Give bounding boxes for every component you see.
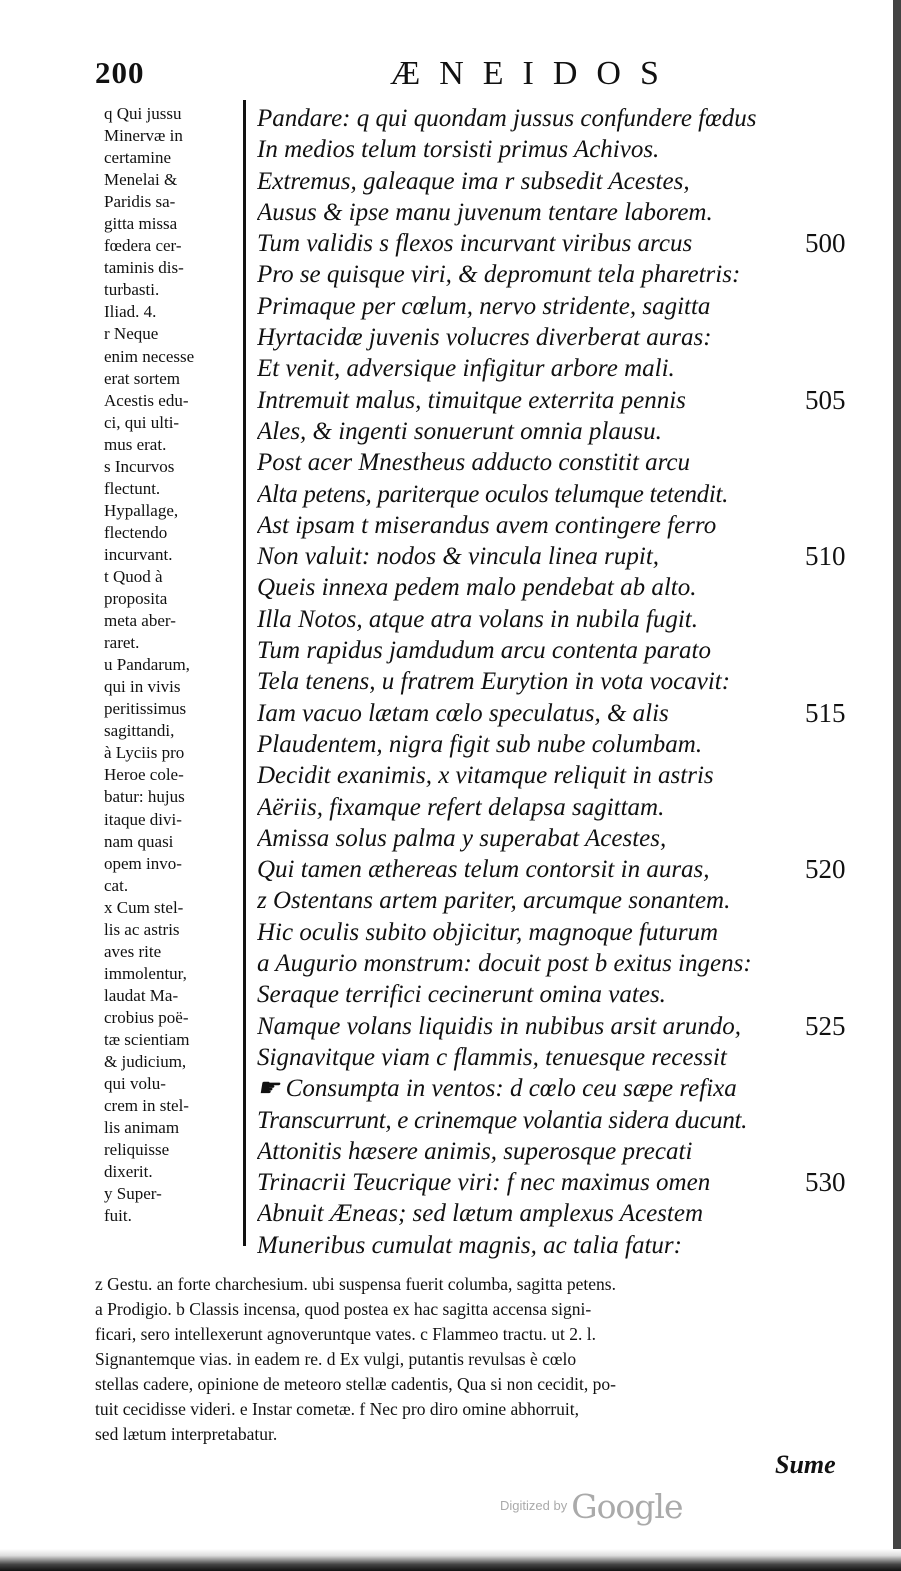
footnote-line: z Gestu. an forte charchesium. ubi suspensa fuerit columba, sagitta petens. — [95, 1274, 616, 1294]
verse-number-slot — [805, 729, 875, 760]
running-title: ÆNEIDOS — [390, 55, 678, 92]
verse-line: Tum validis s flexos incurvant viribus arcus — [257, 230, 693, 258]
margin-note-line: dixerit. — [104, 1162, 153, 1182]
verse-line: Namque volans liquidis in nubibus arsit arundo, — [257, 1012, 742, 1040]
footnote-line: stellas cadere, opinione de meteoro stellæ cadentis, Qua si non cecidit, po- — [95, 1374, 616, 1394]
verse-number-slot — [805, 479, 875, 510]
footnote-line: ficari, sero intellexerunt agnoveruntque vates. c Flammeo tractu. ut 2. l. — [95, 1324, 597, 1344]
verse-line: Ausus & ipse manu juvenum tentare laborem. — [257, 198, 713, 226]
verse-number-slot — [805, 604, 875, 635]
verse-line: Abnuit Æneas; sed lætum amplexus Acestem — [257, 1200, 703, 1228]
margin-note-line: reliquisse — [104, 1140, 170, 1160]
verse-number-slot — [805, 917, 875, 948]
verse-number: 515 — [805, 697, 846, 728]
verse-line: a Augurio monstrum: docuit post b exitus ingens: — [257, 950, 752, 978]
margin-note-line: turbasti. — [104, 280, 160, 300]
verse-line: Hyrtacidæ juvenis volucres diverberat auras: — [257, 324, 712, 352]
margin-note-line: fœdera cer- — [104, 236, 182, 256]
margin-note-line: mus erat. — [104, 434, 167, 454]
verse-number-slot — [805, 416, 875, 447]
verse-number-slot — [805, 1105, 875, 1136]
verse-number-slot — [805, 760, 875, 791]
margin-note-line: q Qui jussu — [104, 104, 182, 123]
verse-number: 500 — [805, 228, 846, 259]
verse-number-slot — [805, 322, 875, 353]
margin-note-line: u Pandarum, — [104, 655, 190, 675]
verse-line: Ales, & ingenti sonuerunt omnia plausu. — [257, 417, 662, 445]
margin-note-line: qui volu- — [104, 1074, 166, 1094]
margin-note-line: Menelai & — [104, 170, 178, 190]
margin-note-line: sagittandi, — [104, 721, 175, 741]
margin-note-line: proposita — [104, 589, 168, 609]
verse-line: ☛ Consumpta in ventos: d cœlo ceu sæpe refixa — [257, 1075, 737, 1103]
verse-number-slot — [805, 948, 875, 979]
verse-line: Ast ipsam t miserandus avem contingere ferro — [257, 511, 717, 539]
verse-number-slot — [805, 1073, 875, 1104]
verse-number-slot — [805, 792, 875, 823]
verse-line: Pandare: q qui quondam jussus confundere fœdus — [257, 105, 757, 132]
margin-note-line: tæ scientiam — [104, 1029, 190, 1049]
verse-number-slot — [805, 885, 875, 916]
verse-line: Primaque per cœlum, nervo stridente, sagitta — [257, 292, 711, 320]
verse-number-slot — [805, 823, 875, 854]
page-number: 200 — [95, 55, 145, 90]
verse-line: Extremus, galeaque ima r subsedit Acestes, — [257, 167, 690, 195]
digitized-watermark — [500, 1487, 683, 1526]
verse-line: Non valuit: nodos & vincula linea rupit, — [257, 543, 660, 571]
verse-numbers — [805, 103, 875, 1198]
margin-note-line: Paridis sa- — [104, 192, 176, 212]
verse-number: 510 — [805, 541, 846, 572]
verse-line: z Ostentans artem pariter, arcumque sonantem. — [257, 887, 731, 915]
margin-note-line: fuit. — [104, 1206, 132, 1226]
verse-line: Iam vacuo lætam cœlo speculatus, & alis — [257, 699, 669, 727]
footnote-line: a Prodigio. b Classis incensa, quod postea ex hac sagitta accensa signi- — [95, 1299, 592, 1319]
column-rule — [243, 100, 246, 1246]
verse-line: Muneribus cumulat magnis, ac talia fatur: — [257, 1231, 682, 1259]
margin-note-line: incurvant. — [104, 544, 173, 564]
margin-note-line: Minervæ in — [104, 126, 183, 146]
verse-line: Transcurrunt, e crinemque volantia sidera ducunt. — [257, 1106, 748, 1134]
verse-number-slot — [805, 134, 875, 165]
margin-note-line: peritissimus — [104, 699, 187, 719]
verse-number-slot — [805, 1042, 875, 1073]
verse-number: 525 — [805, 1010, 846, 1041]
verse-number-slot — [805, 103, 875, 134]
verse-line: Intremuit malus, timuitque exterrita pennis — [257, 386, 686, 414]
footnote-line: Signantemque vias. in eadem re. d Ex vulgi, putantis revulsas è cœlo — [95, 1349, 577, 1369]
verse-number-slot — [805, 197, 875, 228]
margin-notes — [104, 103, 240, 1227]
page-edge-shadow — [893, 0, 901, 1571]
verse-number-slot — [805, 447, 875, 478]
margin-note-line: enim necesse — [104, 346, 195, 366]
verse-line: Pro se quisque viri, & depromunt tela pharetris: — [257, 261, 741, 289]
verse-number-slot — [805, 510, 875, 541]
verse-line: Illa Notos, atque atra volans in nubila fugit. — [257, 605, 698, 633]
verse-line: Signavitque viam c flammis, tenuesque recessit — [257, 1043, 727, 1071]
verse-line: Amissa solus palma y superabat Acestes, — [257, 824, 667, 852]
margin-note-line: raret. — [104, 633, 140, 653]
verse-number-slot — [805, 259, 875, 290]
verse-line: Tela tenens, u fratrem Eurytion in vota vocavit: — [257, 668, 731, 696]
margin-note-line: batur: hujus — [104, 787, 185, 807]
margin-note-line: flectendo — [104, 522, 168, 542]
verse-number-slot — [805, 1136, 875, 1167]
page-header — [95, 55, 871, 95]
verse-line: Queis innexa pedem malo pendebat ab alto. — [257, 574, 697, 602]
margin-note-line: immolentur, — [104, 963, 187, 983]
verse-line: In medios telum torsisti primus Achivos. — [257, 136, 660, 164]
verse-number-slot — [805, 291, 875, 322]
margin-note-line: erat sortem — [104, 368, 180, 388]
margin-note-line: s Incurvos — [104, 456, 175, 476]
verse-line: Tum rapidus jamdudum arcu contenta parato — [257, 637, 711, 665]
verse-line: Alta petens, pariterque oculos telumque tetendit. — [257, 480, 729, 508]
verse-line: Trinacrii Teucrique viri: f nec maximus omen — [257, 1169, 711, 1197]
margin-note-line: laudat Ma- — [104, 985, 179, 1005]
verse-line: Hic oculis subito objicitur, magnoque futurum — [257, 918, 719, 946]
margin-note-line: flectunt. — [104, 478, 161, 498]
margin-note-line: ci, qui ulti- — [104, 412, 180, 432]
margin-note-line: à Lyciis pro — [104, 743, 185, 763]
margin-note-line: itaque divi- — [104, 809, 182, 829]
verse-number-slot — [805, 635, 875, 666]
watermark-prefix: Digitized by — [500, 1498, 568, 1513]
verse-number-slot — [805, 979, 875, 1010]
margin-note-line: t Quod à — [104, 566, 163, 586]
page-bottom-shadow — [0, 1549, 901, 1571]
margin-note-line: gitta missa — [104, 214, 178, 234]
margin-note-line: qui in vivis — [104, 677, 181, 697]
verse-line: Post acer Mnestheus adducto constitit arcu — [257, 449, 691, 477]
verse-line: Qui tamen æthereas telum contorsit in auras, — [257, 856, 710, 884]
verse-line: Plaudentem, nigra figit sub nube columbam. — [257, 730, 703, 758]
verse-number-slot — [805, 666, 875, 697]
verse-line: Aëriis, fixamque refert delapsa sagittam. — [257, 793, 665, 821]
verse-number: 505 — [805, 384, 846, 415]
margin-note-line: crobius poë- — [104, 1007, 189, 1027]
verse-line: Et venit, adversique infigitur arbore mali. — [257, 355, 675, 383]
verse-line: Decidit exanimis, x vitamque reliquit in astris — [257, 762, 714, 790]
margin-note-line: & judicium, — [104, 1052, 187, 1072]
margin-note-line: r Neque — [104, 324, 159, 344]
verse-number-slot — [805, 166, 875, 197]
margin-note-line: crem in stel- — [104, 1096, 189, 1116]
margin-note-line: Heroe cole- — [104, 765, 184, 785]
margin-note-line: x Cum stel- — [104, 897, 184, 917]
margin-note-line: opem invo- — [104, 853, 182, 873]
margin-note-line: Acestis edu- — [104, 390, 189, 410]
margin-note-line: aves rite — [104, 941, 162, 961]
catchword: Sume — [775, 1450, 836, 1479]
google-logo: Google — [571, 1487, 683, 1526]
margin-note-line: Iliad. 4. — [104, 302, 157, 322]
verse-number: 530 — [805, 1167, 846, 1198]
margin-note-line: cat. — [104, 875, 129, 895]
margin-note-line: meta aber- — [104, 611, 176, 631]
margin-note-line: certamine — [104, 148, 172, 168]
footnotes — [95, 1272, 860, 1447]
margin-note-line: Hypallage, — [104, 500, 179, 520]
verse-number-slot — [805, 572, 875, 603]
verse-number: 520 — [805, 854, 846, 885]
footnote-line: tuit cecidisse videri. e Instar cometæ. f Nec pro diro omine abhorruit, — [95, 1399, 580, 1419]
footnote-line: sed lætum interpretabatur. — [95, 1424, 278, 1444]
margin-note-line: taminis dis- — [104, 258, 184, 278]
verse-number-slot — [805, 353, 875, 384]
margin-note-line: lis animam — [104, 1118, 180, 1138]
verse-line: Seraque terrifici cecinerunt omina vates. — [257, 981, 666, 1009]
margin-note-line: nam quasi — [104, 831, 174, 851]
verse-column — [257, 103, 857, 1261]
margin-note-line: y Super- — [104, 1184, 162, 1204]
verse-line: Attonitis hæsere animis, superosque precati — [257, 1137, 693, 1165]
margin-note-line: lis ac astris — [104, 919, 180, 939]
